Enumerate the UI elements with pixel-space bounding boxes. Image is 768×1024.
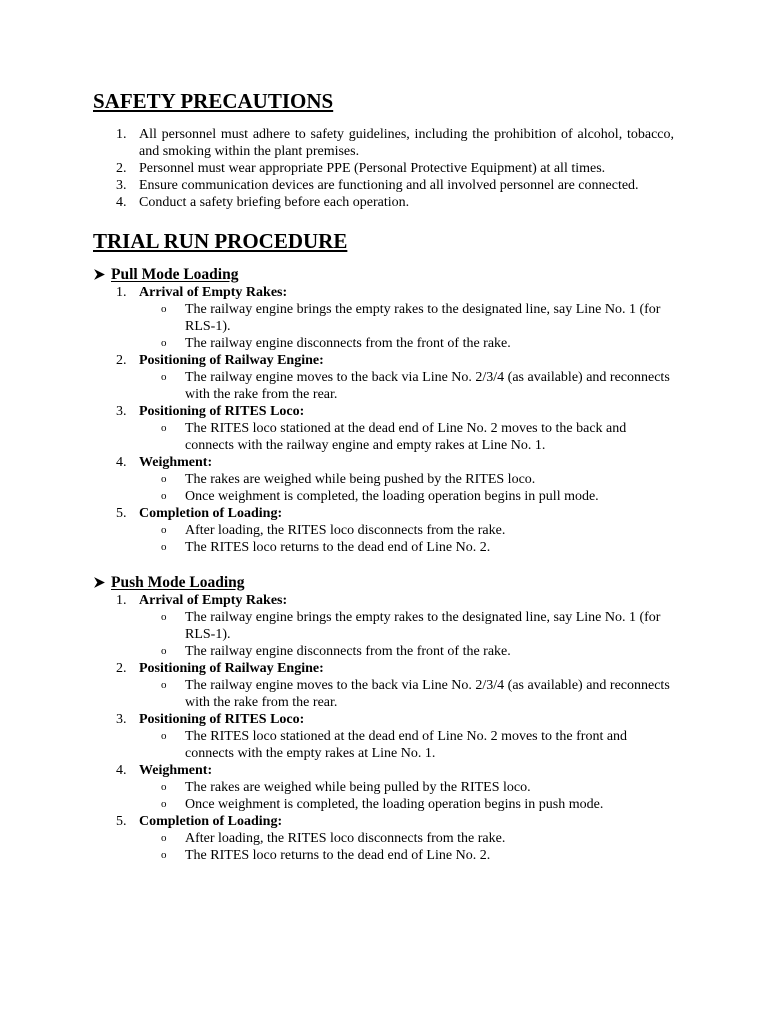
safety-list-item bbox=[93, 194, 674, 211]
step-number: 5. bbox=[116, 814, 127, 829]
list-number: 3. bbox=[116, 178, 127, 193]
sub-list-item bbox=[139, 539, 674, 556]
sub-list-item bbox=[139, 847, 674, 864]
safety-list-item bbox=[93, 177, 674, 194]
step-sub-list bbox=[139, 830, 674, 864]
step-number: 5. bbox=[116, 506, 127, 521]
pull-mode-loading-label: Pull Mode Loading bbox=[111, 266, 239, 283]
push-mode-loading-label: Push Mode Loading bbox=[111, 574, 245, 591]
step-title: Positioning of RITES Loco: bbox=[139, 712, 305, 727]
step-sub-list bbox=[139, 728, 674, 762]
circle-bullet-icon: o bbox=[161, 524, 167, 536]
pull-step-item bbox=[93, 454, 674, 505]
arrow-bullet-icon bbox=[93, 576, 106, 589]
step-sub-list bbox=[139, 301, 674, 352]
list-item-text: All personnel must adhere to safety guidelines, including the prohibition of alcohol, tobacco, and smoking within the plant premises. bbox=[139, 127, 674, 159]
step-sub-list bbox=[139, 522, 674, 556]
list-number: 2. bbox=[116, 161, 127, 176]
step-title: Completion of Loading: bbox=[139, 814, 283, 829]
push-step-item bbox=[93, 592, 674, 660]
step-number: 3. bbox=[116, 712, 127, 727]
circle-bullet-icon: o bbox=[161, 781, 167, 793]
sub-item-text: The RITES loco returns to the dead end of Line No. 2. bbox=[185, 540, 491, 555]
sub-item-text: The railway engine moves to the back via Line No. 2/3/4 (as available) and reconnects with the rake from the rear. bbox=[185, 678, 670, 710]
sub-item-text: Once weighment is completed, the loading operation begins in push mode. bbox=[185, 797, 604, 812]
trial-run-procedure-heading: TRIAL RUN PROCEDURE bbox=[93, 229, 348, 253]
push-step-item bbox=[93, 762, 674, 813]
step-number: 2. bbox=[116, 661, 127, 676]
circle-bullet-icon: o bbox=[161, 849, 167, 861]
sub-item-text: The RITES loco stationed at the dead end of Line No. 2 moves to the back and connects with the railway engine and empty rakes at Line No. 1. bbox=[185, 421, 627, 453]
safety-list-item bbox=[93, 126, 674, 160]
sub-list-item bbox=[139, 609, 674, 643]
sub-item-text: Once weighment is completed, the loading operation begins in pull mode. bbox=[185, 489, 599, 504]
sub-list-item bbox=[139, 677, 674, 711]
step-title: Arrival of Empty Rakes: bbox=[139, 593, 288, 608]
step-sub-list bbox=[139, 677, 674, 711]
step-title: Positioning of Railway Engine: bbox=[139, 353, 324, 368]
sub-list-item bbox=[139, 830, 674, 847]
circle-bullet-icon: o bbox=[161, 490, 167, 502]
document-content bbox=[93, 0, 674, 864]
step-title: Arrival of Empty Rakes: bbox=[139, 285, 288, 300]
step-sub-list bbox=[139, 779, 674, 813]
step-number: 3. bbox=[116, 404, 127, 419]
sub-list-item bbox=[139, 335, 674, 352]
step-number: 1. bbox=[116, 593, 127, 608]
step-number: 1. bbox=[116, 285, 127, 300]
step-title: Positioning of RITES Loco: bbox=[139, 404, 305, 419]
circle-bullet-icon: o bbox=[161, 832, 167, 844]
sub-list-item bbox=[139, 643, 674, 660]
step-title: Positioning of Railway Engine: bbox=[139, 661, 324, 676]
sub-item-text: The rakes are weighed while being pulled by the RITES loco. bbox=[185, 780, 531, 795]
list-item-text: Ensure communication devices are functioning and all involved personnel are connected. bbox=[139, 178, 639, 193]
circle-bullet-icon: o bbox=[161, 730, 167, 742]
sub-list-item bbox=[139, 471, 674, 488]
step-sub-list bbox=[139, 609, 674, 660]
list-item-text: Conduct a safety briefing before each operation. bbox=[139, 195, 410, 210]
push-step-item bbox=[93, 711, 674, 762]
sub-item-text: The RITES loco returns to the dead end of Line No. 2. bbox=[185, 848, 491, 863]
safety-precautions-heading: SAFETY PRECAUTIONS bbox=[93, 89, 334, 113]
sub-list-item bbox=[139, 420, 674, 454]
sub-item-text: The railway engine disconnects from the front of the rake. bbox=[185, 336, 511, 351]
circle-bullet-icon: o bbox=[161, 541, 167, 553]
pull-step-item bbox=[93, 403, 674, 454]
sub-item-text: After loading, the RITES loco disconnects from the rake. bbox=[185, 523, 506, 538]
sub-list-item bbox=[139, 728, 674, 762]
list-number: 4. bbox=[116, 195, 127, 210]
pull-step-item bbox=[93, 284, 674, 352]
pull-step-item bbox=[93, 352, 674, 403]
circle-bullet-icon: o bbox=[161, 473, 167, 485]
push-step-item bbox=[93, 813, 674, 864]
arrow-bullet-icon bbox=[93, 268, 106, 281]
safety-precautions-list bbox=[93, 126, 674, 211]
step-sub-list bbox=[139, 369, 674, 403]
step-title: Completion of Loading: bbox=[139, 506, 283, 521]
sub-item-text: The rakes are weighed while being pushed by the RITES loco. bbox=[185, 472, 536, 487]
sub-list-item bbox=[139, 369, 674, 403]
circle-bullet-icon: o bbox=[161, 679, 167, 691]
sub-item-text: After loading, the RITES loco disconnects from the rake. bbox=[185, 831, 506, 846]
push-step-item bbox=[93, 660, 674, 711]
pull-mode-loading-heading bbox=[93, 265, 674, 284]
step-sub-list bbox=[139, 471, 674, 505]
step-title: Weighment: bbox=[139, 763, 213, 778]
step-title: Weighment: bbox=[139, 455, 213, 470]
sub-item-text: The railway engine brings the empty rakes to the designated line, say Line No. 1 (for RLS-1). bbox=[185, 610, 661, 642]
sub-list-item bbox=[139, 301, 674, 335]
sub-list-item bbox=[139, 488, 674, 505]
step-sub-list bbox=[139, 420, 674, 454]
sub-item-text: The railway engine disconnects from the front of the rake. bbox=[185, 644, 511, 659]
sub-item-text: The railway engine moves to the back via Line No. 2/3/4 (as available) and reconnects with the rake from the rear. bbox=[185, 370, 670, 402]
circle-bullet-icon: o bbox=[161, 422, 167, 434]
push-mode-steps-list bbox=[93, 592, 674, 864]
step-number: 2. bbox=[116, 353, 127, 368]
pull-mode-steps-list bbox=[93, 284, 674, 556]
sub-list-item bbox=[139, 779, 674, 796]
safety-list-item bbox=[93, 160, 674, 177]
sub-list-item bbox=[139, 522, 674, 539]
step-number: 4. bbox=[116, 763, 127, 778]
list-item-text: Personnel must wear appropriate PPE (Personal Protective Equipment) at all times. bbox=[139, 161, 606, 176]
sub-list-item bbox=[139, 796, 674, 813]
sub-item-text: The RITES loco stationed at the dead end of Line No. 2 moves to the front and connects with the empty rakes at Line No. 1. bbox=[185, 729, 628, 761]
step-number: 4. bbox=[116, 455, 127, 470]
pull-step-item bbox=[93, 505, 674, 556]
circle-bullet-icon: o bbox=[161, 611, 167, 623]
sub-item-text: The railway engine brings the empty rakes to the designated line, say Line No. 1 (for RLS-1). bbox=[185, 302, 661, 334]
circle-bullet-icon: o bbox=[161, 303, 167, 315]
push-mode-loading-heading bbox=[93, 573, 674, 592]
circle-bullet-icon: o bbox=[161, 337, 167, 349]
circle-bullet-icon: o bbox=[161, 371, 167, 383]
list-number: 1. bbox=[116, 127, 127, 142]
circle-bullet-icon: o bbox=[161, 645, 167, 657]
circle-bullet-icon: o bbox=[161, 798, 167, 810]
